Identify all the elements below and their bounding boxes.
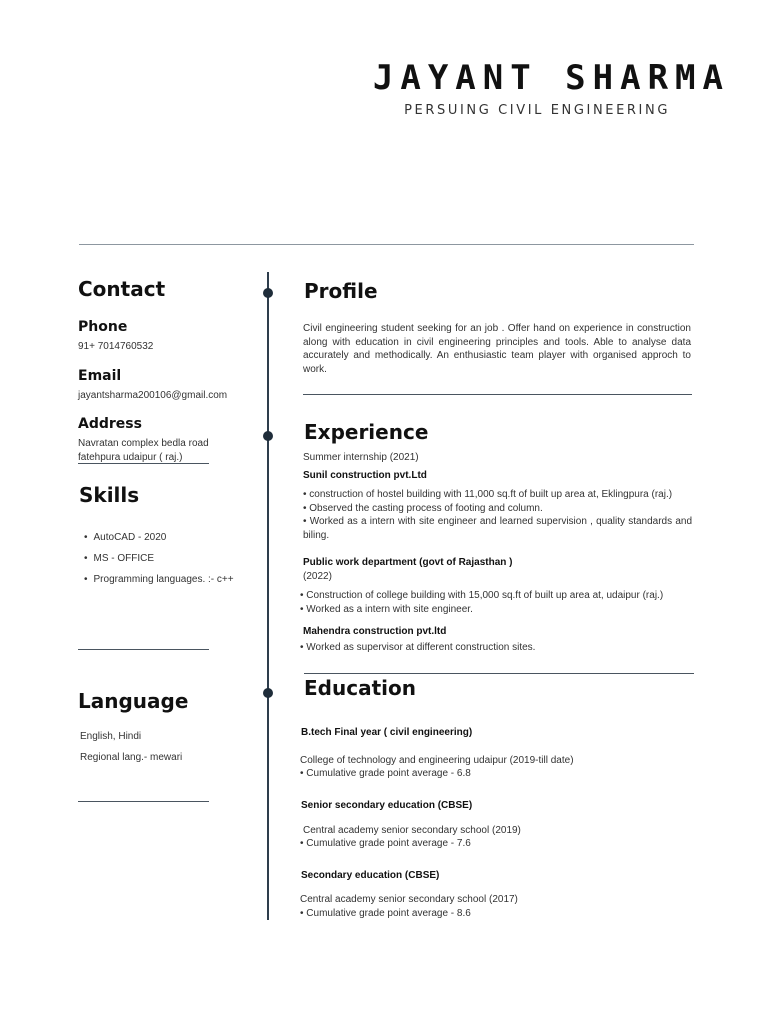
email-value: jayantsharma200106@gmail.com <box>78 390 228 401</box>
experience-heading: Experience <box>304 420 429 444</box>
job-year: (2022) <box>303 571 332 582</box>
skills-list <box>84 532 234 595</box>
header-divider <box>79 244 694 245</box>
skill-item: • AutoCAD - 2020 <box>84 532 234 553</box>
address-label: Address <box>78 416 142 432</box>
experience-intro: Summer internship (2021) <box>303 452 419 463</box>
job-bullet: • Worked as supervisor at different construction sites. <box>300 642 536 653</box>
education-title: B.tech Final year ( civil engineering) <box>301 727 473 738</box>
address-line-1: Navratan complex bedla road <box>78 438 209 449</box>
timeline-line <box>267 272 269 920</box>
job-bullet: • Worked as a intern with site engineer. <box>300 603 473 615</box>
experience-divider <box>304 673 694 674</box>
job-company: Mahendra construction pvt.ltd <box>303 626 447 637</box>
phone-label: Phone <box>78 319 128 335</box>
contact-divider <box>78 463 209 464</box>
address-line-2: fatehpura udaipur ( raj.) <box>78 452 183 463</box>
job-bullet: • Observed the casting process of footing and column. <box>303 502 543 514</box>
education-grade: • Cumulative grade point average - 8.6 <box>300 908 471 919</box>
job-bullet: • Construction of college building with 15,000 sq.ft of built up area at, udaipur (raj.) <box>300 590 664 601</box>
contact-heading: Contact <box>78 277 166 301</box>
language-divider <box>78 801 209 802</box>
resume-name: JAYANT SHARMA <box>372 58 730 98</box>
skills-divider <box>78 649 209 650</box>
job-bullets <box>300 589 692 616</box>
resume-subtitle: PERSUING CIVIL ENGINEERING <box>404 103 670 118</box>
profile-divider <box>303 394 692 395</box>
timeline-dot-education <box>263 688 273 698</box>
job-company: Sunil construction pvt.Ltd <box>303 470 427 481</box>
language-heading: Language <box>78 689 189 713</box>
education-school: Central academy senior secondary school (2019) <box>303 825 521 836</box>
email-label: Email <box>78 368 122 384</box>
education-grade: • Cumulative grade point average - 6.8 <box>300 768 471 779</box>
profile-text: Civil engineering student seeking for an job . Offer hand on experience in construction along with education in civil engineering principles and tools. Able to analyse data accurately and methodically. An enthusiastic team player with organised approch to work. <box>303 323 691 375</box>
profile-heading: Profile <box>304 279 378 303</box>
education-title: Secondary education (CBSE) <box>301 870 440 881</box>
skill-item: • Programming languages. :- c++ <box>84 574 234 595</box>
skill-item: • MS - OFFICE <box>84 553 234 574</box>
education-grade: • Cumulative grade point average - 7.6 <box>300 838 471 849</box>
timeline-dot-profile <box>263 288 273 298</box>
language-line-1: English, Hindi <box>80 731 142 742</box>
education-school: College of technology and engineering udaipur (2019-till date) <box>300 755 574 766</box>
job-bullets <box>303 488 692 542</box>
job-bullet: • construction of hostel building with 11,000 sq.ft of built up area at, Eklingpura (raj.) <box>303 489 673 500</box>
skills-heading: Skills <box>79 483 140 507</box>
language-line-2: Regional lang.- mewari <box>80 752 183 763</box>
timeline-dot-experience <box>263 431 273 441</box>
education-school: Central academy senior secondary school (2017) <box>300 894 518 905</box>
job-bullet: • Worked as a intern with site engineer and learned supervision , quality standards and biling. <box>303 516 692 541</box>
job-company: Public work department (govt of Rajasthan ) <box>303 557 513 568</box>
phone-value: 91+ 7014760532 <box>78 341 154 352</box>
education-title: Senior secondary education (CBSE) <box>301 800 473 811</box>
education-heading: Education <box>304 676 416 700</box>
